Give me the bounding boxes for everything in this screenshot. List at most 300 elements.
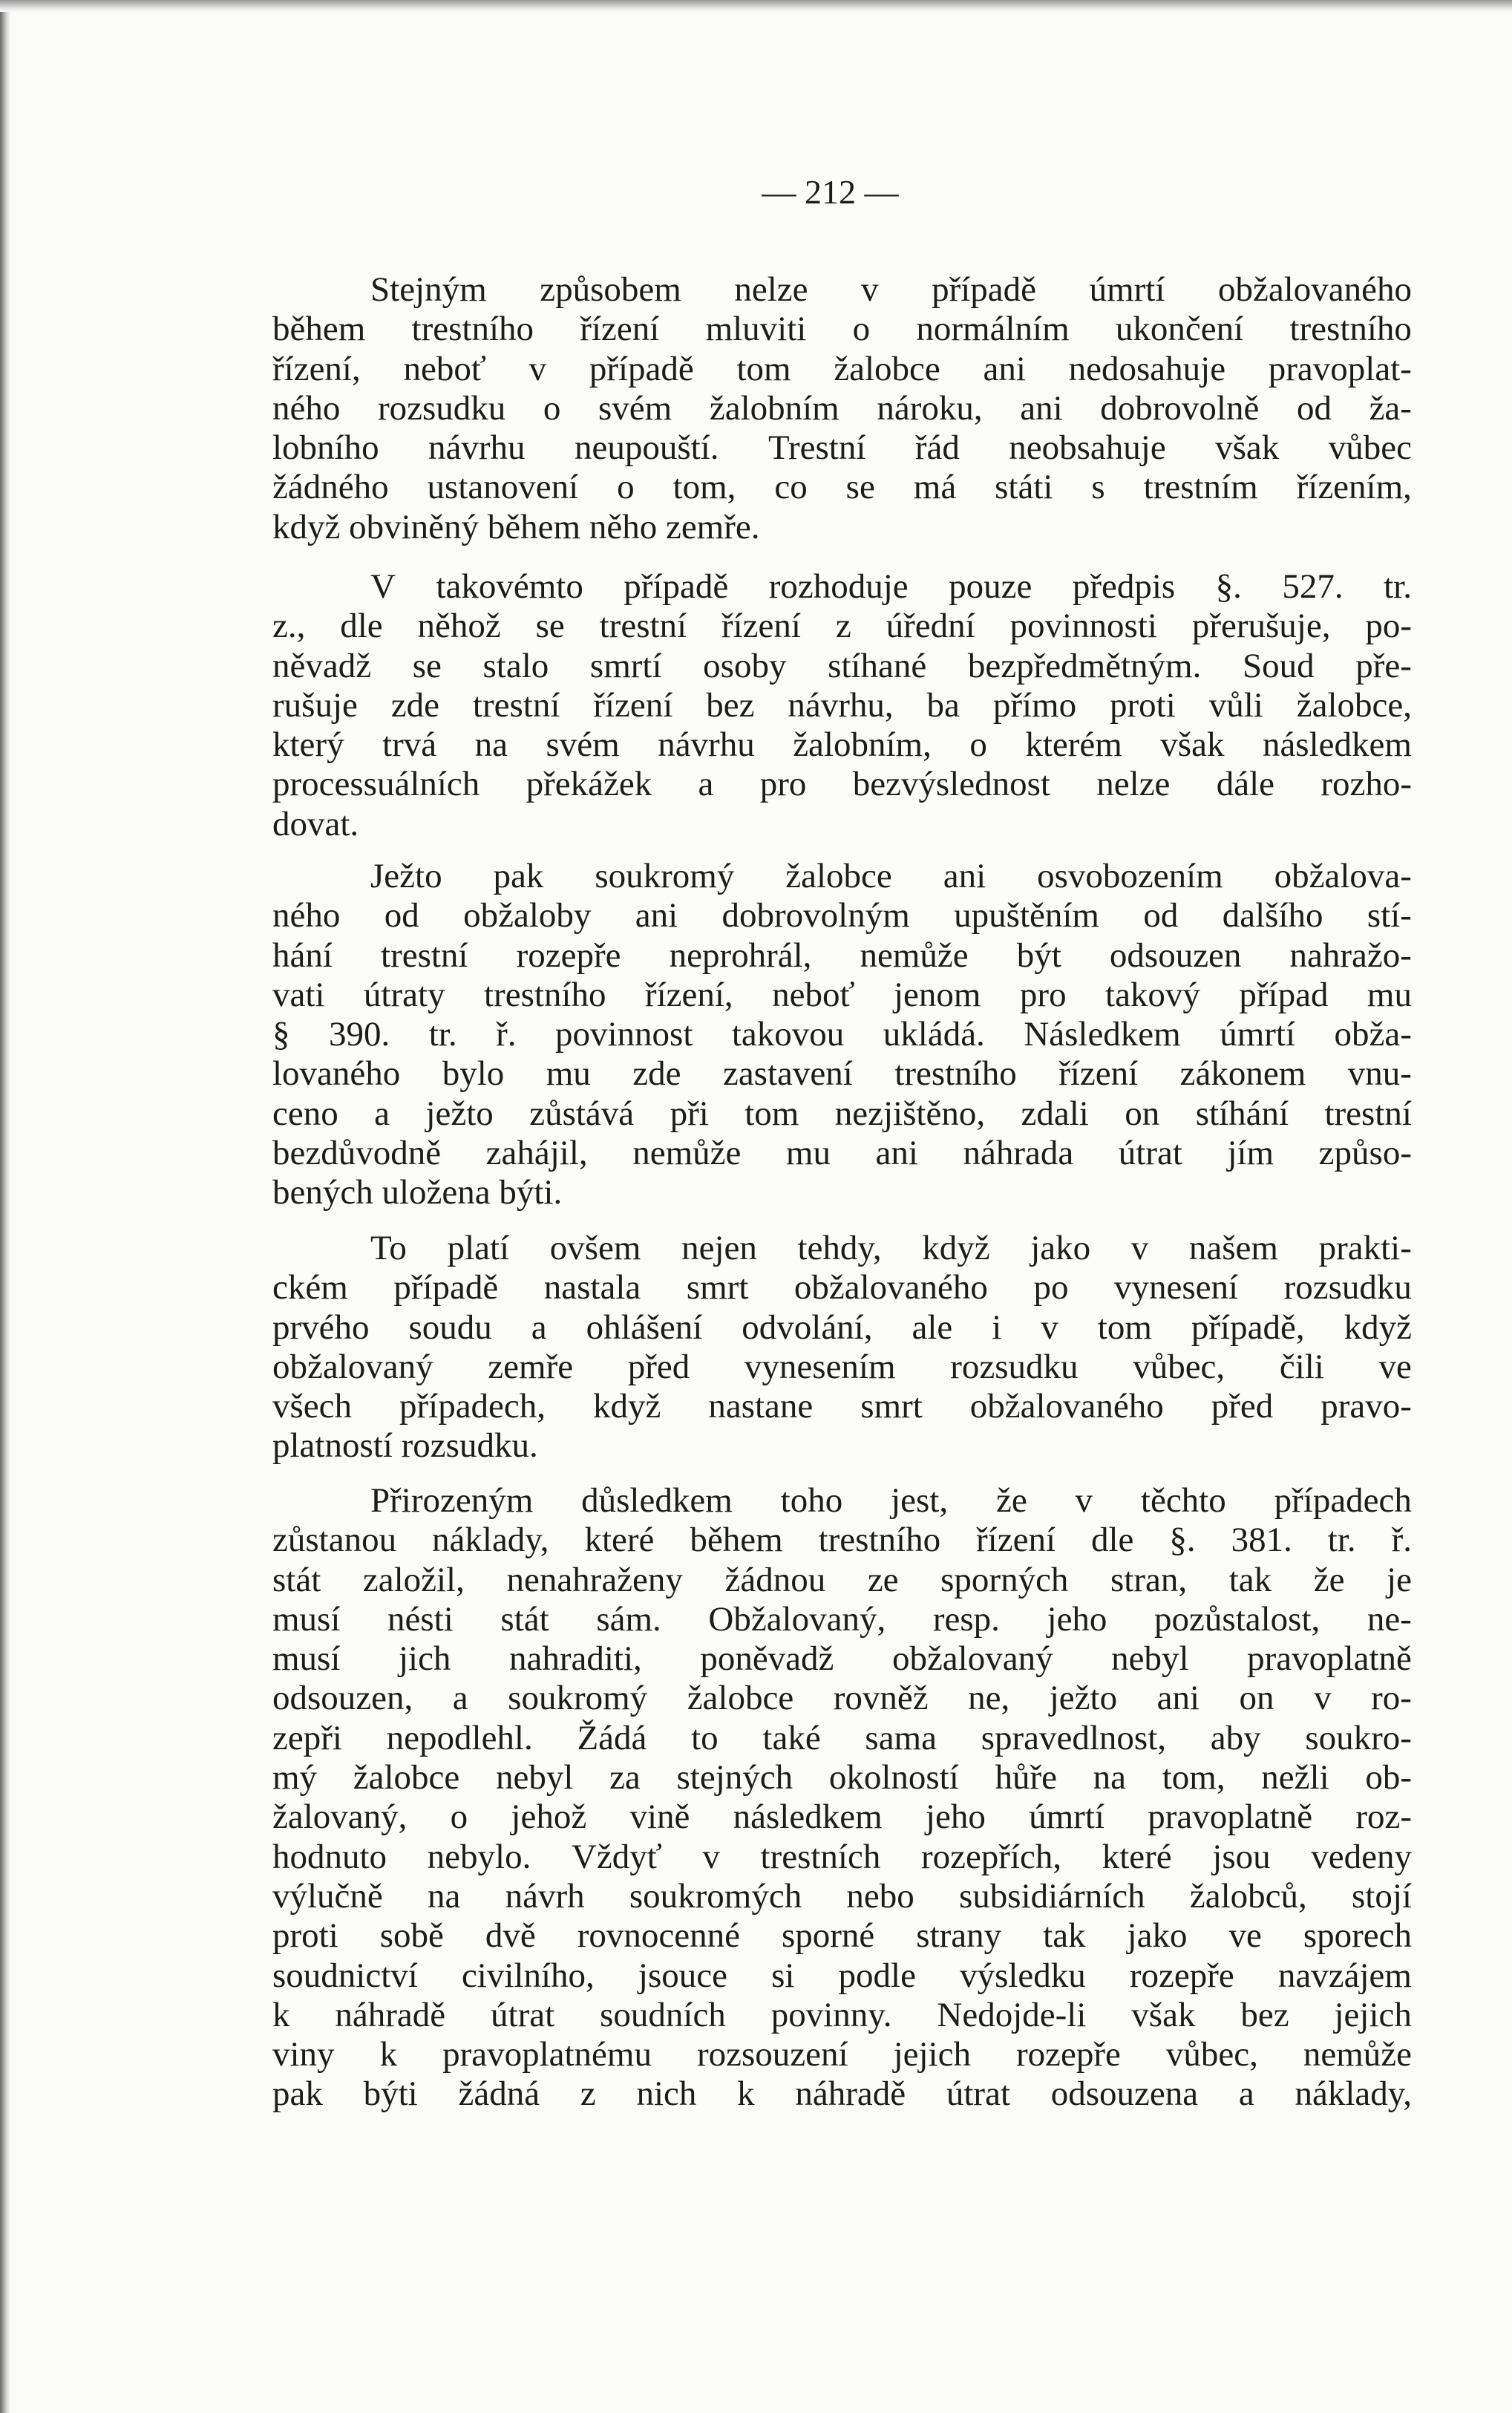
word: řízení: [580, 310, 660, 349]
word: nebyl: [495, 1758, 574, 1797]
word: všech: [272, 1387, 353, 1426]
word: vůbec: [1328, 428, 1412, 468]
word: náklady,: [1295, 2074, 1412, 2114]
word: ovšem: [549, 1229, 641, 1267]
word: náhradě: [795, 2074, 906, 2114]
word: od: [1296, 388, 1332, 428]
word: se: [412, 646, 442, 685]
word: rozepřích,: [920, 1837, 1062, 1876]
word: jako: [1030, 1229, 1091, 1267]
word: dle: [340, 607, 383, 646]
word: normálním: [916, 310, 1070, 349]
word: vynesením: [744, 1347, 896, 1386]
word: on: [1239, 1679, 1274, 1718]
text-line: [272, 857, 1412, 896]
word: o: [450, 1797, 468, 1837]
word: rušuje: [272, 685, 358, 725]
text-line: [272, 1173, 1412, 1212]
word: ani: [943, 857, 986, 895]
word: ukládá.: [883, 1015, 985, 1054]
word: žádného: [272, 468, 389, 507]
word: Žádá: [577, 1718, 647, 1757]
word: §.: [1169, 1521, 1196, 1560]
word: náhradě: [335, 1995, 446, 2034]
word: a: [698, 765, 714, 804]
word: trestním: [1143, 468, 1258, 507]
word: dobrovolným: [721, 896, 910, 936]
text-line: [272, 1229, 1412, 1268]
word: rozho-: [1320, 765, 1412, 804]
word: rovněž: [833, 1679, 929, 1718]
word: Ježto: [370, 857, 442, 895]
text-line: [272, 1094, 1412, 1134]
word: od: [1143, 896, 1179, 936]
word: je: [1387, 1560, 1412, 1599]
word: Přirozeným: [370, 1481, 534, 1520]
word: případ: [1239, 975, 1329, 1014]
word: něvadž: [272, 646, 372, 685]
word: i: [992, 1307, 1002, 1347]
word: útrat: [946, 2074, 1011, 2114]
word: osvobozením: [1037, 857, 1223, 895]
word: nároku,: [877, 388, 983, 428]
word: resp.: [932, 1599, 1000, 1639]
text-line: [272, 428, 1412, 468]
word: kterém: [1025, 725, 1122, 765]
word: vůli: [1208, 685, 1263, 725]
word: dovat.: [272, 804, 359, 843]
word: Nedojde-li: [937, 1995, 1087, 2034]
word: tak: [1228, 1560, 1272, 1599]
word: vnu-: [1347, 1054, 1412, 1094]
paragraph: [272, 1229, 1412, 1466]
text-line: [272, 686, 1412, 725]
text-line: [272, 1308, 1412, 1348]
word: jsou: [1212, 1837, 1271, 1876]
word: výlučně: [272, 1876, 383, 1916]
word: případech: [1274, 1481, 1412, 1520]
word: ve: [1378, 1347, 1412, 1386]
word: tak: [1043, 1916, 1086, 1956]
word: ve: [1228, 1916, 1262, 1956]
word: to: [691, 1718, 719, 1757]
word: navzájem: [1277, 1956, 1412, 1995]
word: pravo-: [1320, 1387, 1412, 1426]
page-number: — 212 —: [762, 173, 899, 211]
word: v: [1075, 1481, 1093, 1520]
word: před: [627, 1347, 690, 1386]
word: jeho: [925, 1797, 986, 1837]
word: následkem: [1262, 725, 1412, 765]
word: jejich: [893, 2035, 971, 2074]
word: proti: [272, 1916, 338, 1956]
word: nežli: [1261, 1758, 1329, 1797]
word: na: [474, 725, 508, 765]
text-line: [272, 2074, 1412, 2114]
word: tom,: [672, 468, 736, 507]
text-line: [272, 310, 1412, 349]
word: subsidiárních: [959, 1876, 1145, 1916]
word: nésti: [387, 1599, 454, 1639]
word: soukromý: [508, 1679, 648, 1718]
word: proti: [1110, 685, 1176, 725]
word: vině: [629, 1797, 690, 1837]
word: ba: [926, 685, 960, 725]
word: sporech: [1303, 1916, 1412, 1956]
word: návrhu,: [788, 685, 894, 725]
word: vynesení: [1113, 1268, 1239, 1307]
word: musí: [272, 1599, 341, 1639]
word: dobrovolně: [1100, 388, 1260, 428]
word: řízení: [976, 1521, 1056, 1560]
word: když: [593, 1387, 661, 1426]
word: rozhoduje: [768, 567, 909, 606]
word: trestního: [894, 1054, 1017, 1094]
word: zemře: [488, 1347, 574, 1386]
word: které: [1102, 1837, 1172, 1876]
paragraph: [272, 1481, 1412, 2115]
word: povinny.: [770, 1995, 892, 2034]
word: případě: [624, 567, 729, 606]
word: pozůstalost,: [1154, 1599, 1320, 1639]
word: vedeny: [1311, 1837, 1412, 1876]
word: odsouzen: [1109, 936, 1242, 975]
word: náhrada: [963, 1134, 1074, 1173]
word: který: [272, 725, 344, 765]
word: dalšího: [1222, 896, 1323, 936]
word: a: [374, 1094, 390, 1133]
word: rozepře: [516, 936, 621, 975]
word: ceno: [272, 1094, 338, 1133]
word: rozsudku: [950, 1347, 1079, 1386]
word: případě,: [1191, 1307, 1305, 1347]
word: v: [1041, 1307, 1058, 1347]
word: takový: [1105, 975, 1200, 1014]
word: jest,: [891, 1481, 949, 1520]
word: Obžalovaný,: [708, 1599, 886, 1639]
word: rovnocenné: [577, 1916, 740, 1956]
word: pouze: [949, 567, 1032, 606]
word: jenom: [894, 975, 981, 1014]
text-line: [272, 567, 1412, 607]
word: žalobce: [353, 1758, 460, 1797]
text-line: [272, 1134, 1412, 1173]
word: jím: [1227, 1134, 1274, 1173]
word: trestní: [1324, 1094, 1412, 1133]
word: povinnosti: [1009, 607, 1157, 646]
word: rozsudku: [377, 388, 506, 428]
word: bezdůvodně: [272, 1134, 442, 1173]
word: žalobce,: [1296, 685, 1412, 725]
word: mý: [272, 1758, 318, 1797]
word: stíhané: [828, 646, 927, 685]
word: v: [528, 349, 547, 388]
word: pře-: [1355, 646, 1412, 685]
word: v: [1314, 1679, 1332, 1718]
word: pravoplatně: [1148, 1797, 1313, 1837]
word: ukončení: [1115, 310, 1244, 349]
word: pravoplatnému: [442, 2035, 652, 2074]
word: způsobem: [540, 270, 681, 309]
word: z: [835, 607, 851, 646]
word: §.: [1215, 567, 1242, 606]
word: okolností: [828, 1758, 959, 1797]
word: žalobce: [785, 857, 892, 895]
word: úmrtí: [1220, 1015, 1296, 1054]
word: přerušuje,: [1191, 607, 1331, 646]
word: podle: [838, 1956, 916, 1995]
text-line: [272, 725, 1412, 765]
text-line: [272, 1679, 1412, 1718]
word: a: [531, 1307, 547, 1347]
word: neobsahuje: [1009, 428, 1166, 468]
word: a: [1238, 2074, 1254, 2114]
word: jako: [1127, 1916, 1188, 1956]
word: nahraditi,: [508, 1639, 642, 1679]
word: jich: [398, 1639, 451, 1679]
word: způso-: [1318, 1134, 1412, 1173]
word: takovou: [731, 1015, 845, 1054]
word: svém: [546, 725, 620, 765]
word: útraty: [363, 975, 445, 1014]
text-line: [272, 805, 1412, 844]
scan-edge-left: [0, 0, 10, 2413]
word: trvá: [382, 725, 437, 765]
word: neboť: [403, 349, 486, 388]
word: ježto: [1049, 1679, 1118, 1718]
word: nedosahuje: [1068, 349, 1226, 388]
word: před: [1211, 1387, 1274, 1426]
word: pravoplat-: [1268, 349, 1412, 388]
word: ža-: [1369, 388, 1412, 428]
word: rozsudku: [1283, 1268, 1412, 1307]
word: za: [609, 1758, 641, 1797]
word: nastane: [708, 1387, 814, 1426]
word: zdali: [1021, 1094, 1089, 1133]
word: při: [670, 1094, 709, 1133]
word: náklady,: [432, 1521, 549, 1560]
text-line: [272, 508, 1412, 547]
word: úřední: [886, 607, 975, 646]
word: soudu: [408, 1307, 492, 1347]
word: To: [370, 1229, 407, 1267]
word: případě: [393, 1268, 499, 1307]
text-line: [272, 1600, 1412, 1639]
word: řízení: [593, 685, 673, 725]
word: z: [580, 2074, 596, 2114]
word: upuštěním: [954, 896, 1099, 936]
word: spravedlnost,: [981, 1718, 1167, 1757]
text-line: [272, 270, 1412, 310]
word: rozsouzení: [696, 2035, 848, 2074]
word: důsledkem: [581, 1481, 733, 1520]
word: nastala: [543, 1268, 641, 1307]
text-line: [272, 1561, 1412, 1600]
text-line: [272, 976, 1412, 1015]
word: povinnost: [554, 1015, 693, 1054]
word: trestní: [472, 685, 560, 725]
word: tehdy,: [797, 1229, 882, 1267]
word: obžalovaný: [891, 1639, 1053, 1679]
word: k: [737, 2074, 755, 2114]
word: zákonem: [1179, 1054, 1306, 1094]
word: stí-: [1367, 896, 1412, 936]
word: našem: [1188, 1229, 1278, 1267]
word: nemůže: [632, 1134, 742, 1173]
word: obžalovaný: [272, 1347, 433, 1386]
word: civilního,: [461, 1956, 595, 1995]
word: smrt: [860, 1387, 923, 1426]
word: dále: [1216, 765, 1275, 804]
word: Trestní: [768, 428, 866, 468]
word: stát: [272, 1560, 321, 1599]
word: bylo: [442, 1054, 505, 1094]
word: pak: [493, 857, 544, 895]
word: sporných: [940, 1560, 1069, 1599]
word: ne-: [1367, 1599, 1412, 1639]
word: žádná: [458, 2074, 540, 2114]
word: nepodlehl.: [386, 1718, 533, 1757]
word: bených: [272, 1173, 373, 1212]
text-line: [272, 1015, 1412, 1054]
word: jsouce: [638, 1956, 727, 1995]
word: co: [774, 468, 808, 507]
word: tr.: [1327, 1521, 1356, 1560]
text-line: [272, 936, 1412, 976]
word: z.,: [272, 607, 306, 646]
word: zůstává: [529, 1094, 635, 1133]
word: však: [1131, 1995, 1196, 2034]
word: návrhu: [428, 428, 526, 468]
word: processuálních: [272, 765, 480, 804]
word: hání: [272, 936, 333, 975]
word: stalo: [482, 646, 549, 685]
word: zůstanou: [272, 1521, 397, 1560]
word: přímo: [992, 685, 1077, 725]
word: pro: [759, 765, 807, 804]
word: ani: [635, 896, 678, 936]
word: soudních: [600, 1995, 726, 2034]
word: útrat: [491, 1995, 555, 2034]
word: výsledku: [960, 1956, 1086, 1995]
word: žádnou: [724, 1560, 826, 1599]
word: v: [861, 270, 879, 309]
word: nich: [636, 2074, 697, 2114]
word: nahražo-: [1289, 936, 1412, 975]
text-line: [272, 1426, 1412, 1466]
word: zahájil,: [485, 1134, 588, 1173]
word: roz-: [1355, 1797, 1412, 1837]
word: následkem: [733, 1797, 883, 1837]
word: platí: [447, 1229, 510, 1267]
text-line: [272, 647, 1412, 686]
text-line: [272, 1797, 1412, 1837]
word: ohlášení: [586, 1307, 703, 1347]
word: stran,: [1110, 1560, 1188, 1599]
word: nelze: [734, 270, 808, 309]
word: které: [584, 1521, 655, 1560]
word: řízením,: [1296, 468, 1412, 507]
word: Následkem: [1024, 1015, 1181, 1054]
word: nebo: [846, 1876, 914, 1916]
word: dle: [1090, 1521, 1134, 1560]
word: hodnuto: [272, 1837, 387, 1876]
word: řád: [914, 428, 960, 468]
word: tr.: [1384, 567, 1412, 606]
word: pro: [1019, 975, 1067, 1014]
word: musí: [272, 1639, 341, 1679]
word: vůbec,: [1165, 2035, 1258, 2074]
word: ale: [912, 1307, 953, 1347]
word: žalobním: [709, 388, 840, 428]
word: obžaloby: [463, 896, 592, 936]
word: toho: [780, 1481, 843, 1520]
word: rozepře: [1129, 1956, 1234, 1995]
word: bez: [706, 685, 755, 725]
word: být: [1016, 936, 1061, 975]
word: platností: [272, 1426, 393, 1466]
word: ne,: [968, 1679, 1010, 1718]
text-line: [272, 1877, 1412, 1916]
word: ani: [1156, 1679, 1200, 1718]
paragraph: [272, 857, 1412, 1213]
word: v: [702, 1837, 720, 1876]
word: ného: [272, 896, 341, 936]
word: vati: [272, 975, 325, 1014]
word: aby: [1210, 1718, 1261, 1757]
word: rozepře: [1015, 2035, 1121, 2074]
word: nemůže: [1303, 2035, 1412, 2074]
text-line: [272, 1956, 1412, 1996]
word: stíhání: [1195, 1094, 1289, 1133]
word: lovaného: [272, 1054, 401, 1094]
word: neboť: [772, 975, 855, 1014]
text-line: [272, 1996, 1412, 2035]
word: obžalovaného: [793, 1268, 988, 1307]
word: nebylo.: [427, 1837, 531, 1876]
word: o: [543, 388, 561, 428]
paragraph: [272, 270, 1412, 547]
word: ani: [983, 349, 1026, 388]
word: nelze: [1096, 765, 1171, 804]
word: založil,: [362, 1560, 465, 1599]
word: trestních: [760, 1837, 881, 1876]
text-line: [272, 1639, 1412, 1679]
word: od: [384, 896, 419, 936]
word: řízení,: [644, 975, 733, 1014]
word: hůře: [995, 1758, 1057, 1797]
word: trestní: [599, 607, 687, 646]
word: obža-: [1334, 1015, 1412, 1054]
word: mu: [785, 1134, 831, 1173]
word: k: [379, 2035, 398, 2074]
word: zastavení: [722, 1054, 853, 1094]
word: uložena: [382, 1173, 491, 1212]
word: odsouzen,: [272, 1679, 413, 1718]
word: úmrtí: [1029, 1797, 1104, 1837]
word: zde: [390, 685, 440, 725]
word: nenahraženy: [506, 1560, 683, 1599]
word: sporné: [781, 1916, 875, 1956]
word: Vždyť: [571, 1837, 662, 1876]
word: ani: [875, 1134, 918, 1173]
word: během: [487, 507, 581, 546]
word: návrh: [505, 1876, 585, 1916]
word: zepři: [272, 1718, 342, 1757]
word: neprohrál,: [669, 936, 812, 975]
word: řízení: [1058, 1054, 1139, 1094]
word: má: [913, 468, 957, 507]
